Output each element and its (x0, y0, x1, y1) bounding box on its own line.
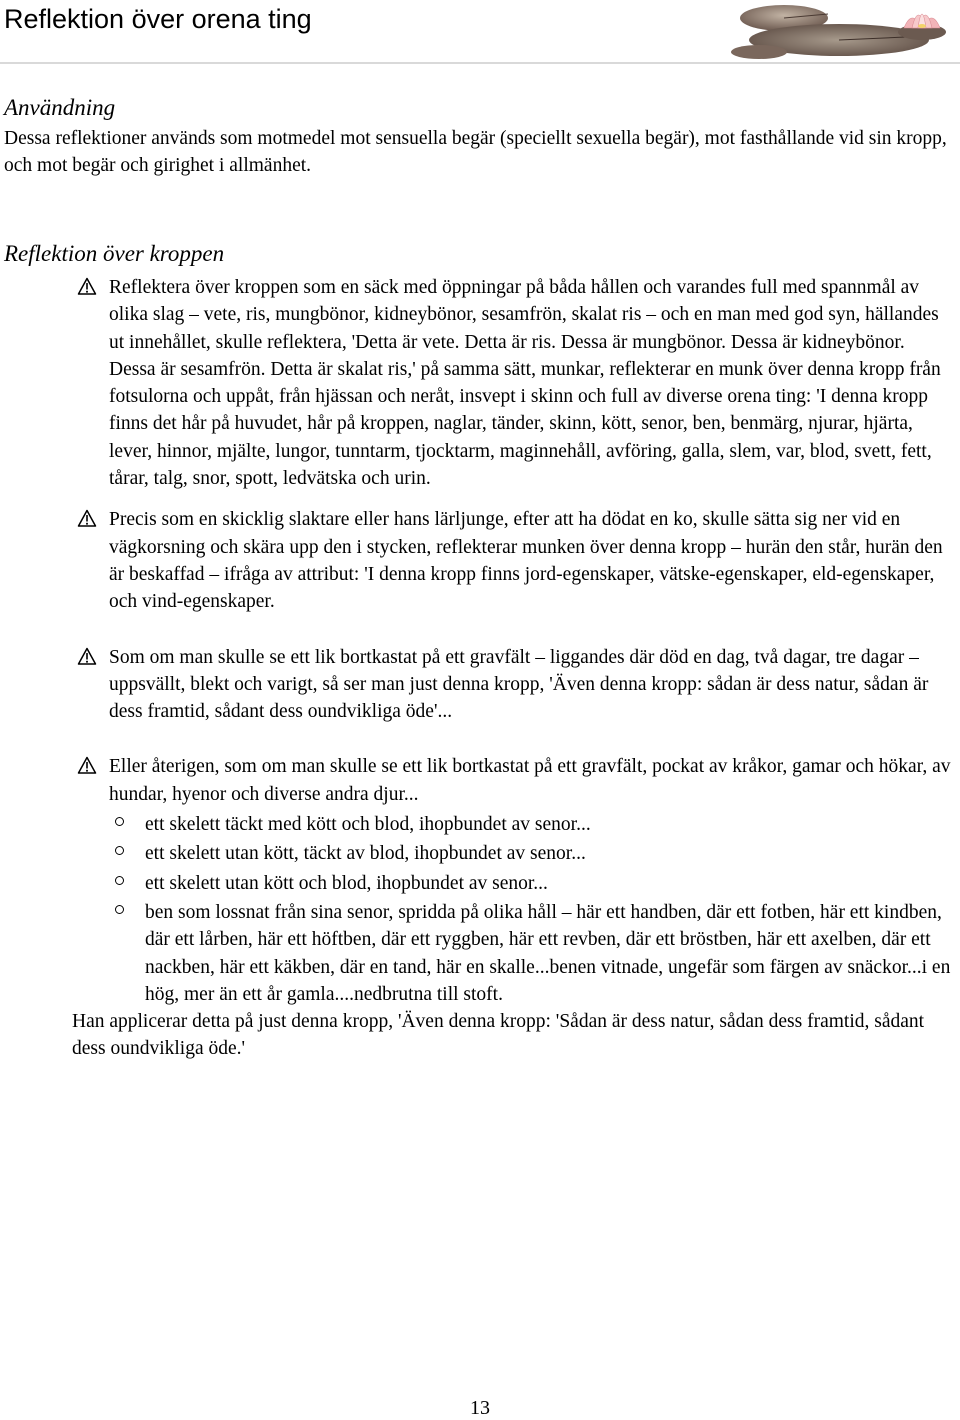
sub-list-item (109, 870, 954, 897)
sub-list-item (109, 899, 954, 1008)
section-heading-usage: Användning (4, 95, 116, 120)
sub-list (109, 811, 954, 1008)
circle-bullet-icon (115, 905, 124, 914)
warning-triangle-icon (77, 509, 97, 528)
sub-list-item (109, 811, 954, 838)
closing-paragraph: Han applicerar detta på just denna kropp, 'Även denna kropp: 'Sådan är dess natur, sådan dess framtid, sådant dess oundvikliga öde.' (72, 1011, 925, 1060)
warning-triangle-icon (77, 277, 97, 296)
list-item-text: Eller återigen, som om man skulle se ett lik bortkastat på ett gravfält, pockat av kråkor, gamar och hökar, av hundar, hyenor och diverse andra djur... (109, 756, 951, 805)
lotus-flower-icon (724, 0, 954, 60)
page-content (4, 94, 954, 1063)
warning-triangle-icon (77, 647, 97, 666)
circle-bullet-icon (115, 876, 124, 885)
page-header (0, 0, 960, 64)
circle-bullet-icon (115, 846, 124, 855)
section-heading-body-reflection: Reflektion över kroppen (4, 241, 225, 266)
circle-bullet-icon (115, 817, 124, 826)
sub-list-item-text: ben som lossnat från sina senor, spridda på olika håll – här ett handben, där ett fotben, här ett kindben, där ett lårben, här ett höftben, där ett ryggben, här ett revben, där ett bröstben, här ett axelben, där ett nackben, här ett käkben, där en tand, här en skalle...benen vitnade, ungefär som färgen av snäckor...i en hög, mer än ett år gamla....nedbrutna till stoft. (145, 901, 951, 1005)
page-title: Reflektion över orena ting (4, 4, 312, 34)
reflection-list (4, 274, 954, 1008)
page-number: 13 (470, 1397, 490, 1419)
sub-list-item (109, 840, 954, 867)
list-item (4, 274, 954, 492)
list-item-text: Reflektera över kroppen som en säck med öppningar på båda hållen och varandes full med spannmål av olika slag – vete, ris, mungbönor, kidneybönor, sesamfrön, skalat ris – och en man med god syn, hällandes ut innehållet, skulle reflektera, 'Detta är vete. Detta är ris. Dessa är mungbönor. Dessa är kidneybönor. Dessa är sesamfrön. Detta är skalat ris,' på samma sätt, munkar, reflekterar en munk över denna kropp från fotsulorna och uppåt, från hjässan och neråt, insvept i skinn och full av diverse orena ting: 'I denna kropp finns det hår på huvudet, hår på kroppen, naglar, tänder, skinn, kött, senor, ben, benmärg, njurar, hjärta, lever, hinnor, mjälte, lungor, tunntarm, tjocktarm, maginnehåll, avföring, galla, slem, var, blod, svett, fett, tårar, talg, snor, spott, ledvätska och urin. (109, 277, 941, 490)
warning-triangle-icon (77, 756, 97, 775)
list-item (4, 753, 954, 1008)
sub-list-item-text: ett skelett utan kött och blod, ihopbundet av senor... (145, 872, 548, 894)
sub-list-item-text: ett skelett täckt med kött och blod, ihopbundet av senor... (145, 814, 591, 836)
list-item-text: Precis som en skicklig slaktare eller hans lärljunge, efter att ha dödat en ko, skulle sätta sig ner vid en vägkorsning och skära upp den i stycken, reflekterar munken över denna kropp – hurän den står, hurän den är beskaffad – ifråga av attribut: 'I denna kropp finns jord-egenskaper, vätske-egenskaper, eld-egenskaper, och vind-egenskaper. (109, 509, 943, 613)
list-item (4, 506, 954, 615)
usage-paragraph: Dessa reflektioner används som motmedel mot sensuella begär (speciellt sexuella begär), mot fasthållande vid sin kropp, och mot begär och girighet i allmänhet. (4, 128, 947, 176)
list-item (4, 644, 954, 726)
sub-list-item-text: ett skelett utan kött, täckt av blod, ihopbundet av senor... (145, 843, 586, 865)
list-item-text: Som om man skulle se ett lik bortkastat på ett gravfält – liggandes där död en dag, två dagar, tre dagar – uppsvällt, blekt och varigt, så ser man just denna kropp, 'Även denna kropp: sådan är dess natur, sådan är dess framtid, sådant dess oundvikliga öde'... (109, 646, 929, 723)
